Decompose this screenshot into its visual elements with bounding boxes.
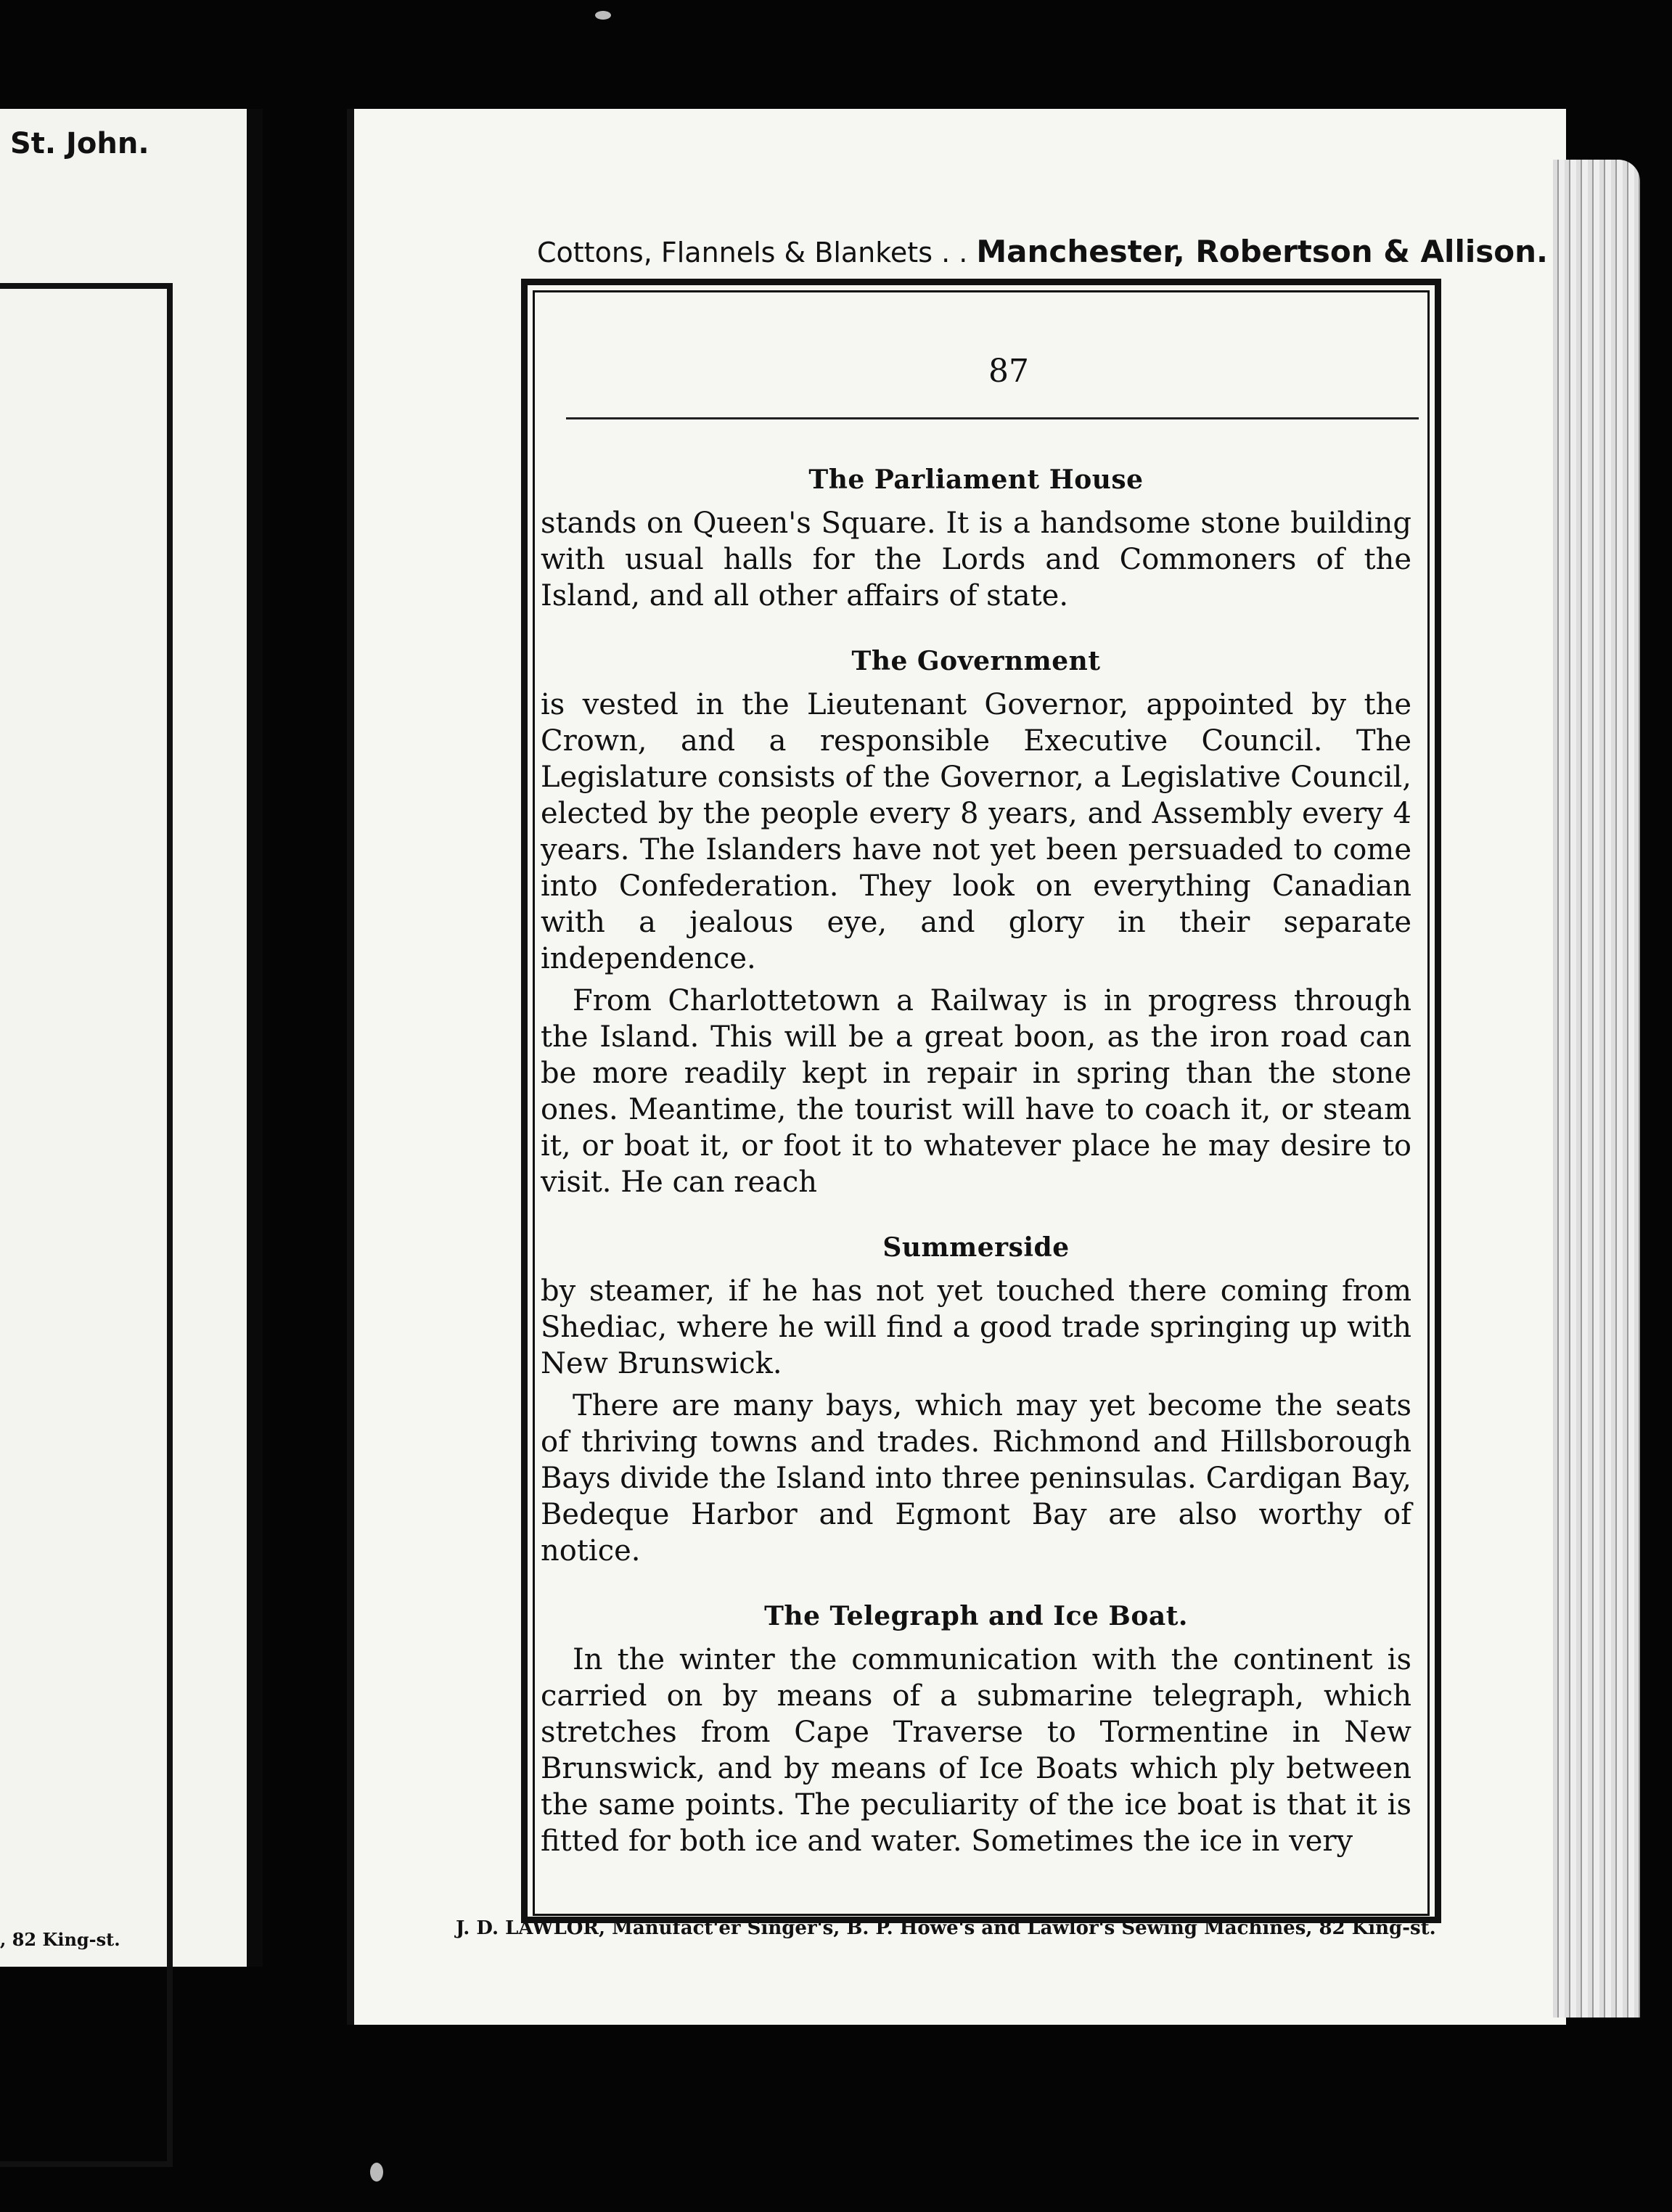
section-paragraph: is vested in the Lieutenant Governor, appointed by the Crown, and a responsible Executive Council. The Legislature consists of the Governor, a Legislative Council, elected by the people every 8 years, and Assembly every 4 years. The Islanders have not yet been persuaded to come into Confederation. They look on everything Canadian with a jealous eye, and glory in their separate independence. [541, 688, 1411, 975]
header-rule [566, 417, 1419, 419]
page-footer-advert: J. D. LAWLOR, Manufact'er Singer's, B. P. Howe's and Lawlor's Sewing Machines, 82 King-st. [456, 1917, 1436, 1939]
left-facing-page [0, 109, 261, 1967]
section-paragraph: From Charlottetown a Railway is in progress through the Island. This will be a great boon, as the iron road can be more readily kept in repair in spring than the stone ones. Meantime, the tourist will have to coach it, or steam it, or boat it, or foot it to whatever place he may desire to visit. He can reach [541, 984, 1411, 1199]
page-edges [1553, 160, 1640, 2018]
section-heading: The Telegraph and Ice Boat. [764, 1601, 1188, 1631]
page-content [541, 450, 1411, 1888]
section-heading: Summerside [882, 1232, 1070, 1263]
section-paragraph: stands on Queen's Square. It is a handsome stone building with usual halls for the Lords and Commoners of the Island, and all other affairs of state. [541, 507, 1411, 613]
left-page-header: St. John. [10, 127, 149, 160]
running-head [537, 234, 1548, 269]
section-paragraph: by steamer, if he has not yet touched there coming from Shediac, where he will find a good trade springing up with New Brunswick. [541, 1274, 1411, 1380]
section-government [541, 643, 1411, 1200]
left-page-border [0, 283, 173, 2167]
scan-speck [370, 2163, 383, 2182]
section-telegraph-ice-boat [541, 1598, 1411, 1859]
scan-speck [595, 11, 611, 20]
section-heading: The Government [851, 646, 1101, 676]
running-head-firm: Manchester, Robertson & Allison. [976, 234, 1548, 269]
section-summerside [541, 1229, 1411, 1569]
section-heading: The Parliament House [808, 464, 1144, 495]
left-page-footer: , 82 King-st. [0, 1929, 120, 1950]
running-head-lead: Cottons, Flannels & Blankets . . [537, 237, 977, 269]
section-paragraph: In the winter the communication with the continent is carried on by means of a submarine telegraph, which stretches from Cape Traverse to Tormentine in New Brunswick, and by means of Ice Boats which ply between the same points. The peculiarity of the ice boat is that it is fitted for both ice and water. Sometimes the ice in very [541, 1643, 1411, 1858]
page-number: 87 [988, 353, 1029, 390]
section-paragraph: There are many bays, which may yet become the seats of thriving towns and trades. Richmond and Hillsborough Bays divide the Island into three peninsulas. Cardigan Bay, Bedeque Harbor and Egmont Bay are also worthy of notice. [541, 1389, 1411, 1568]
section-parliament-house [541, 462, 1411, 614]
book-gutter [247, 109, 263, 1967]
